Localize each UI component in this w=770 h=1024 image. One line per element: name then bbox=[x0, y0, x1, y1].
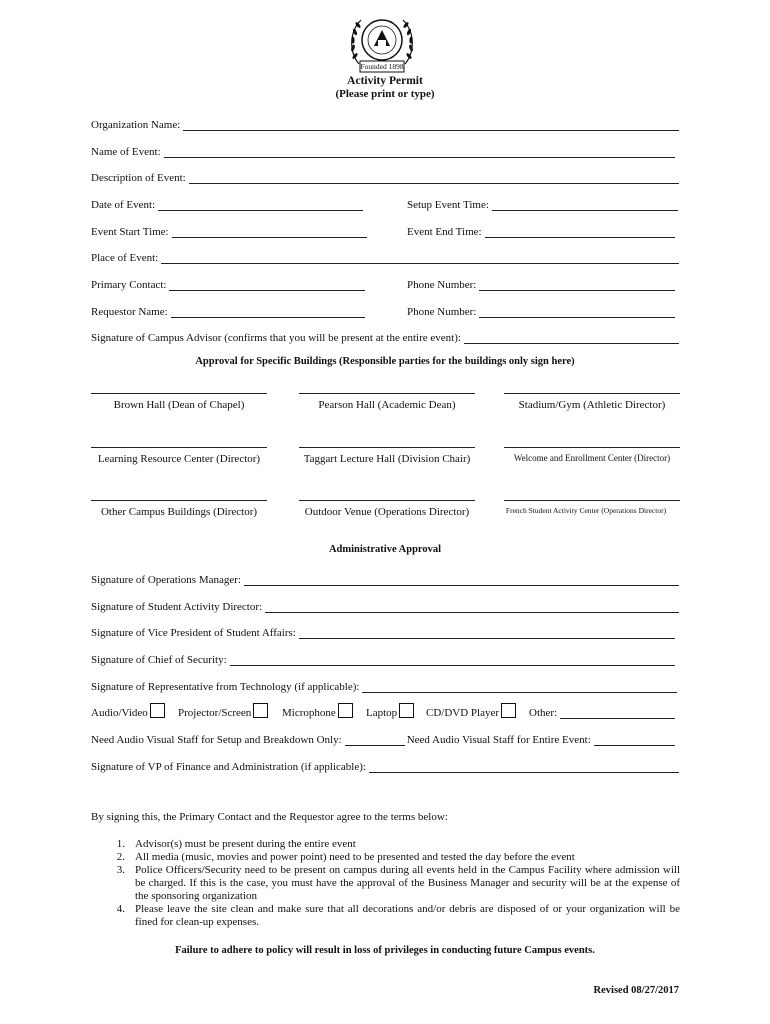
building-signature-line[interactable] bbox=[299, 500, 475, 501]
primary-contact-field bbox=[91, 275, 365, 291]
chief-security-signature-input[interactable] bbox=[230, 653, 675, 666]
audio-video-checkbox[interactable] bbox=[150, 703, 165, 718]
terms-item-number: 1. bbox=[116, 838, 125, 850]
laptop-checkbox[interactable] bbox=[399, 703, 414, 718]
building-label: Taggart Lecture Hall (Division Chair) bbox=[303, 453, 471, 465]
av-staff-entire-label: Need Audio Visual Staff for Entire Event: bbox=[406, 734, 591, 746]
building-signature-learning-resource-center bbox=[91, 447, 267, 465]
vp-student-affairs-label: Signature of Vice President of Student Affairs: bbox=[91, 627, 296, 639]
building-label: Welcome and Enrollment Center (Director) bbox=[513, 453, 671, 463]
requestor-name-field bbox=[91, 302, 365, 318]
date-of-event-label: Date of Event: bbox=[91, 199, 156, 211]
event-name-input[interactable] bbox=[164, 145, 675, 158]
organization-name-input[interactable] bbox=[183, 118, 679, 131]
projector-label: Projector/Screen bbox=[178, 707, 252, 719]
start-time-field bbox=[91, 222, 367, 238]
requestor-name-input[interactable] bbox=[171, 305, 365, 318]
terms-list-item bbox=[80, 864, 680, 903]
event-name-field bbox=[91, 142, 675, 158]
event-description-input[interactable] bbox=[189, 171, 679, 184]
terms-list-item bbox=[80, 851, 680, 864]
phone-number-1-field bbox=[407, 275, 675, 291]
phone-number-2-input[interactable] bbox=[479, 305, 675, 318]
primary-contact-input[interactable] bbox=[169, 278, 365, 291]
building-signature-outdoor-venue bbox=[299, 500, 475, 518]
campus-advisor-field bbox=[91, 328, 679, 344]
cd-dvd-label: CD/DVD Player bbox=[426, 707, 500, 719]
place-of-event-field bbox=[91, 248, 679, 264]
vp-student-affairs-signature-input[interactable] bbox=[299, 626, 675, 639]
tech-rep-field bbox=[91, 677, 677, 693]
building-signature-brown-hall bbox=[91, 393, 267, 411]
av-options-row bbox=[91, 703, 681, 719]
date-of-event-input[interactable] bbox=[158, 198, 363, 211]
building-label: Other Campus Buildings (Director) bbox=[100, 506, 258, 518]
terms-item-text: Advisor(s) must be present during the entire event bbox=[135, 838, 356, 850]
organization-name-field bbox=[91, 115, 679, 131]
av-option-microphone bbox=[282, 703, 353, 719]
building-label: Brown Hall (Dean of Chapel) bbox=[113, 399, 245, 411]
date-of-event-field bbox=[91, 195, 363, 211]
terms-item-text: All media (music, movies and power point) need to be presented and tested the day before the event bbox=[135, 851, 575, 863]
terms-intro: By signing this, the Primary Contact and the Requestor agree to the terms below: bbox=[91, 811, 448, 823]
event-name-label: Name of Event: bbox=[91, 146, 161, 158]
end-time-label: Event End Time: bbox=[407, 226, 482, 238]
av-option-cd-dvd bbox=[426, 703, 516, 719]
tech-rep-signature-input[interactable] bbox=[362, 680, 677, 693]
microphone-label: Microphone bbox=[282, 707, 336, 719]
vp-finance-signature-input[interactable] bbox=[369, 760, 679, 773]
place-of-event-label: Place of Event: bbox=[91, 252, 159, 264]
start-time-label: Event Start Time: bbox=[91, 226, 169, 238]
organization-name-label: Organization Name: bbox=[91, 119, 181, 131]
form-title: Activity Permit bbox=[347, 75, 423, 87]
phone-number-2-field bbox=[407, 302, 675, 318]
cd-dvd-checkbox[interactable] bbox=[501, 703, 516, 718]
vp-finance-label: Signature of VP of Finance and Administration (if applicable): bbox=[91, 761, 366, 773]
av-staff-setup-label: Need Audio Visual Staff for Setup and Breakdown Only: bbox=[91, 734, 342, 746]
building-signature-line[interactable] bbox=[299, 447, 475, 448]
other-input[interactable] bbox=[560, 706, 675, 719]
student-activity-director-signature-input[interactable] bbox=[265, 600, 679, 613]
av-staff-entire-input[interactable] bbox=[594, 733, 675, 746]
setup-time-label: Setup Event Time: bbox=[407, 199, 489, 211]
revision-date: Revised 08/27/2017 bbox=[593, 985, 679, 996]
terms-item-number: 3. bbox=[116, 864, 125, 876]
building-signature-line[interactable] bbox=[91, 447, 267, 448]
requestor-name-label: Requestor Name: bbox=[91, 306, 168, 318]
setup-time-field bbox=[407, 195, 678, 211]
policy-warning: Failure to adhere to policy will result in loss of privileges in conducting future Campus events. bbox=[175, 945, 595, 956]
event-description-field bbox=[91, 168, 679, 184]
av-option-projector bbox=[178, 703, 268, 719]
terms-list-item bbox=[80, 903, 680, 929]
terms-list-item bbox=[80, 838, 680, 851]
terms-item-number: 2. bbox=[116, 851, 125, 863]
start-time-input[interactable] bbox=[172, 225, 367, 238]
form-subtitle: (Please print or type) bbox=[335, 88, 435, 100]
event-description-label: Description of Event: bbox=[91, 172, 186, 184]
seal-founded-text: Founded 1898 bbox=[360, 62, 404, 71]
building-signature-other-campus bbox=[91, 500, 267, 518]
buildings-heading: Approval for Specific Buildings (Responsible parties for the buildings only sign here) bbox=[195, 356, 575, 367]
building-signature-line[interactable] bbox=[91, 500, 267, 501]
operations-manager-field bbox=[91, 570, 679, 586]
place-of-event-input[interactable] bbox=[161, 251, 679, 264]
audio-video-label: Audio/Video bbox=[91, 707, 148, 719]
terms-item-text: Police Officers/Security need to be present on campus during all events held in the Campus Facility where admission will be charged. If this is the case, you must have the approval of the Business Manager and security will be at the expense of the sponsoring organization bbox=[135, 864, 680, 902]
vp-student-affairs-field bbox=[91, 623, 675, 639]
building-signature-pearson-hall bbox=[299, 393, 475, 411]
end-time-input[interactable] bbox=[485, 225, 675, 238]
campus-advisor-signature-input[interactable] bbox=[464, 331, 679, 344]
building-signature-line[interactable] bbox=[299, 393, 475, 394]
building-label: Learning Resource Center (Director) bbox=[97, 453, 261, 465]
av-option-other bbox=[529, 703, 675, 719]
building-label: Stadium/Gym (Athletic Director) bbox=[518, 399, 666, 411]
other-label: Other: bbox=[529, 707, 558, 719]
tech-rep-label: Signature of Representative from Technology (if applicable): bbox=[91, 681, 360, 693]
building-label: French Student Activity Center (Operations Director) bbox=[505, 506, 667, 515]
phone-number-2-label: Phone Number: bbox=[407, 306, 477, 318]
building-signature-line[interactable] bbox=[91, 393, 267, 394]
student-activity-director-field bbox=[91, 597, 679, 613]
building-signature-welcome-center bbox=[504, 447, 680, 463]
av-option-laptop bbox=[366, 703, 414, 719]
terms-item-text: Please leave the site clean and make sure that all decorations and/or debris are disposed of or your organization will be fined for clean-up expenses. bbox=[135, 903, 680, 928]
terms-list bbox=[80, 838, 680, 929]
phone-number-1-input[interactable] bbox=[479, 278, 675, 291]
setup-time-input[interactable] bbox=[492, 198, 678, 211]
chief-security-label: Signature of Chief of Security: bbox=[91, 654, 227, 666]
building-signature-taggart-lecture-hall bbox=[299, 447, 475, 465]
building-label: Outdoor Venue (Operations Director) bbox=[304, 506, 470, 518]
projector-checkbox[interactable] bbox=[253, 703, 268, 718]
building-signature-french-center bbox=[504, 500, 680, 515]
operations-manager-signature-input[interactable] bbox=[244, 573, 679, 586]
building-signature-line[interactable] bbox=[504, 393, 680, 394]
student-activity-director-label: Signature of Student Activity Director: bbox=[91, 601, 263, 613]
av-option-audio-video bbox=[91, 703, 165, 719]
campus-advisor-label: Signature of Campus Advisor (confirms that you will be present at the entire event): bbox=[91, 332, 461, 344]
end-time-field bbox=[407, 222, 675, 238]
av-staff-row bbox=[91, 730, 675, 746]
primary-contact-label: Primary Contact: bbox=[91, 279, 167, 291]
phone-number-1-label: Phone Number: bbox=[407, 279, 477, 291]
laptop-label: Laptop bbox=[366, 707, 398, 719]
building-signature-line[interactable] bbox=[504, 500, 680, 501]
building-signature-line[interactable] bbox=[504, 447, 680, 448]
vp-finance-field bbox=[91, 757, 679, 773]
operations-manager-label: Signature of Operations Manager: bbox=[91, 574, 241, 586]
building-signature-stadium-gym bbox=[504, 393, 680, 411]
chief-security-field bbox=[91, 650, 675, 666]
building-label: Pearson Hall (Academic Dean) bbox=[318, 399, 456, 411]
microphone-checkbox[interactable] bbox=[338, 703, 353, 718]
av-staff-setup-input[interactable] bbox=[345, 733, 405, 746]
admin-heading: Administrative Approval bbox=[328, 544, 442, 555]
terms-item-number: 4. bbox=[116, 903, 125, 915]
college-seal-logo bbox=[347, 12, 417, 76]
